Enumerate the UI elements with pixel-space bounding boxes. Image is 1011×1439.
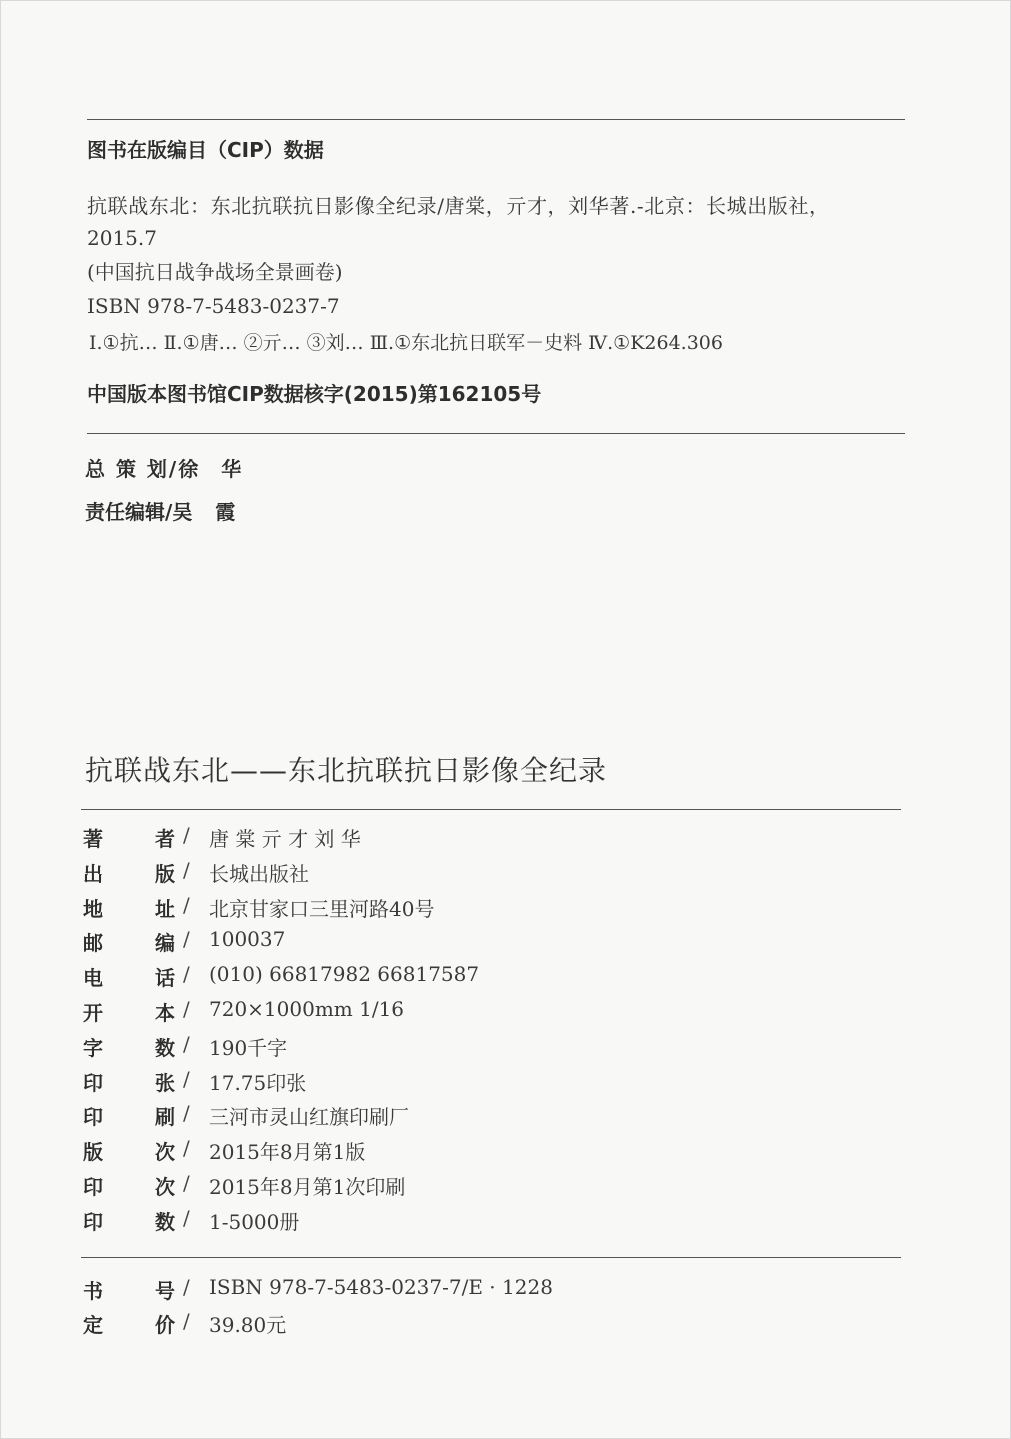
imprint-label bbox=[83, 1032, 175, 1061]
imprint-separator: / bbox=[183, 857, 190, 882]
staff-value: 吴 霞 bbox=[172, 500, 244, 524]
imprint-label-char: 本 bbox=[155, 1001, 175, 1025]
isbn-label-char: 号 bbox=[155, 1279, 175, 1303]
imprint-label-char: 地 bbox=[83, 896, 103, 921]
cip-line-5: Ⅰ.①抗… Ⅱ.①唐… ②亓… ③刘… Ⅲ.①东北抗日联军－史料 Ⅳ.①K264.306 bbox=[89, 332, 723, 354]
imprint-label-char: 字 bbox=[83, 1035, 103, 1060]
staff-label: 责任编辑/ bbox=[85, 500, 173, 524]
imprint-value: 190千字 bbox=[209, 1035, 288, 1060]
imprint-separator: / bbox=[183, 1031, 190, 1056]
imprint-label bbox=[83, 858, 175, 887]
imprint-separator: / bbox=[183, 1066, 190, 1091]
staff-planner bbox=[85, 453, 249, 482]
top-rule bbox=[87, 119, 905, 120]
imprint-label-char: 数 bbox=[155, 1209, 175, 1234]
imprint-label-char: 址 bbox=[155, 896, 175, 921]
title-rule bbox=[81, 809, 901, 810]
imprint-label bbox=[83, 1067, 175, 1096]
imprint-separator: / bbox=[183, 892, 190, 917]
cip-bottom-rule bbox=[87, 433, 905, 434]
isbn-value: ISBN 978-7-5483-0237-7/E · 1228 bbox=[209, 1275, 553, 1299]
imprint-separator: / bbox=[183, 962, 190, 987]
imprint-separator: / bbox=[183, 1205, 190, 1230]
imprint-label-char: 版 bbox=[155, 861, 175, 886]
imprint-label bbox=[83, 997, 175, 1026]
isbn-separator: / bbox=[183, 1275, 190, 1299]
cip-verification: 中国版本图书馆CIP数据核字(2015)第162105号 bbox=[87, 382, 542, 406]
imprint-label-char: 电 bbox=[83, 966, 103, 991]
imprint-value: 720×1000mm 1/16 bbox=[209, 997, 405, 1021]
imprint-label-char: 次 bbox=[155, 1175, 175, 1199]
imprint-separator: / bbox=[183, 1136, 190, 1161]
isbn-label-char: 书 bbox=[83, 1279, 103, 1303]
imprint-separator: / bbox=[183, 823, 190, 847]
cip-line-4: ISBN 978-7-5483-0237-7 bbox=[87, 294, 340, 318]
imprint-label bbox=[83, 962, 175, 991]
isbn-value: 39.80元 bbox=[209, 1313, 287, 1337]
cip-line-3: (中国抗日战争战场全景画卷) bbox=[87, 260, 343, 284]
imprint-separator: / bbox=[183, 1171, 190, 1195]
imprint-label-char: 印 bbox=[83, 1175, 103, 1199]
staff-label: 总 策 划/ bbox=[85, 457, 179, 481]
imprint-value: 长城出版社 bbox=[209, 861, 309, 886]
imprint-value: 100037 bbox=[209, 927, 286, 952]
imprint-label bbox=[83, 1171, 175, 1200]
imprint-label bbox=[83, 823, 175, 852]
cip-heading: 图书在版编目（CIP）数据 bbox=[87, 138, 324, 162]
imprint-label bbox=[83, 927, 175, 956]
imprint-label-char: 刷 bbox=[155, 1105, 175, 1130]
imprint-value: 2015年8月第1次印刷 bbox=[209, 1175, 406, 1199]
imprint-label-char: 数 bbox=[155, 1035, 175, 1060]
imprint-label-char: 者 bbox=[155, 827, 175, 851]
imprint-value: 2015年8月第1版 bbox=[209, 1140, 366, 1165]
cip-line-1: 抗联战东北：东北抗联抗日影像全纪录/唐棠，亓才，刘华著.-北京：长城出版社， bbox=[87, 194, 830, 218]
imprint-separator: / bbox=[183, 997, 190, 1021]
isbn-separator: / bbox=[183, 1309, 190, 1333]
imprint-label-char: 话 bbox=[155, 966, 175, 991]
imprint-label-char: 著 bbox=[83, 827, 103, 851]
imprint-label-char: 印 bbox=[83, 1070, 103, 1095]
imprint-value: 1-5000册 bbox=[209, 1209, 300, 1234]
imprint-label bbox=[83, 893, 175, 922]
staff-value: 徐 华 bbox=[178, 457, 250, 481]
imprint-label-char: 编 bbox=[155, 931, 175, 956]
cip-line-2: 2015.7 bbox=[87, 226, 157, 250]
imprint-label-char: 出 bbox=[83, 861, 103, 886]
imprint-value: (010) 66817982 66817587 bbox=[209, 962, 480, 987]
imprint-label-char: 版 bbox=[83, 1140, 103, 1165]
imprint-label bbox=[83, 1101, 175, 1130]
imprint-value: 北京甘家口三里河路40号 bbox=[209, 896, 435, 921]
book-title: 抗联战东北——东北抗联抗日影像全纪录 bbox=[85, 754, 608, 787]
imprint-label-char: 印 bbox=[83, 1105, 103, 1130]
imprint-label bbox=[83, 1136, 175, 1165]
imprint-value: 唐 棠 亓 才 刘 华 bbox=[209, 827, 361, 851]
imprint-label bbox=[83, 1206, 175, 1235]
imprint-bottom-rule bbox=[81, 1257, 901, 1258]
imprint-label-char: 印 bbox=[83, 1209, 103, 1234]
imprint-separator: / bbox=[183, 927, 190, 952]
staff-editor bbox=[85, 496, 243, 525]
imprint-separator: / bbox=[183, 1101, 190, 1126]
isbn-label-char: 定 bbox=[83, 1313, 103, 1337]
isbn-label-char: 价 bbox=[155, 1313, 175, 1337]
imprint-label-char: 开 bbox=[83, 1001, 103, 1025]
imprint-value: 17.75印张 bbox=[209, 1070, 307, 1095]
isbn-label bbox=[83, 1275, 175, 1304]
isbn-label bbox=[83, 1309, 175, 1338]
imprint-label-char: 张 bbox=[155, 1070, 175, 1095]
imprint-label-char: 次 bbox=[155, 1140, 175, 1165]
imprint-label-char: 邮 bbox=[83, 931, 103, 956]
imprint-value: 三河市灵山红旗印刷厂 bbox=[209, 1105, 409, 1130]
